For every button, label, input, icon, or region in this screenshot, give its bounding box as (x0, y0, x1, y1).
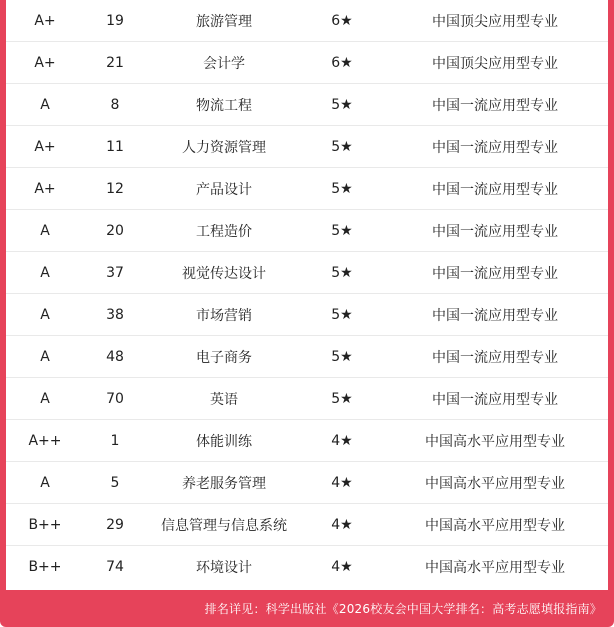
grade-cell: B++ (28, 558, 62, 575)
rank-cell: 38 (84, 294, 146, 336)
rank-cell: 20 (84, 210, 146, 252)
level-cell: 中国高水平应用型专业 (382, 462, 608, 504)
star-rating-cell: 5★ (302, 84, 382, 126)
rank-cell: 37 (84, 252, 146, 294)
rank-cell: 11 (84, 126, 146, 168)
table-row (6, 0, 608, 42)
rank-cell: 48 (84, 336, 146, 378)
star-rating-cell: 4★ (302, 420, 382, 462)
star-rating-cell: 4★ (302, 504, 382, 546)
rank-cell: 8 (84, 84, 146, 126)
rank-cell: 12 (84, 168, 146, 210)
grade-cell: A (6, 252, 84, 294)
table-row (6, 504, 608, 546)
major-cell: 体能训练 (146, 420, 302, 462)
ranking-table-body (6, 0, 608, 587)
major-cell: 电子商务 (146, 336, 302, 378)
major-cell: 人力资源管理 (146, 126, 302, 168)
grade-cell: B++ (6, 504, 84, 546)
level-cell: 中国一流应用型专业 (382, 252, 608, 294)
table-row (6, 546, 608, 588)
grade-cell: A (6, 378, 84, 420)
grade-cell: A (6, 294, 84, 336)
table-row (6, 84, 608, 126)
star-rating-cell: 4★ (302, 462, 382, 504)
star-rating-cell: 4★ (331, 558, 353, 575)
ranking-table-panel (6, 0, 608, 590)
table-row (6, 168, 608, 210)
grade-cell: A (6, 336, 84, 378)
grade-cell: A (6, 462, 84, 504)
table-row (6, 42, 608, 84)
grade-cell: A+ (6, 126, 84, 168)
major-cell: 英语 (146, 378, 302, 420)
major-cell: 养老服务管理 (146, 462, 302, 504)
star-rating-cell: 5★ (302, 252, 382, 294)
rank-cell: 19 (84, 0, 146, 42)
major-cell: 产品设计 (146, 168, 302, 210)
table-row (6, 420, 608, 462)
level-cell: 中国高水平应用型专业 (382, 504, 608, 546)
rank-cell: 1 (84, 420, 146, 462)
star-rating-cell: 5★ (302, 126, 382, 168)
major-cell: 环境设计 (196, 559, 252, 576)
level-cell: 中国一流应用型专业 (382, 210, 608, 252)
ranking-table (6, 0, 608, 587)
star-rating-cell: 6★ (302, 42, 382, 84)
level-cell: 中国顶尖应用型专业 (382, 42, 608, 84)
level-cell: 中国一流应用型专业 (382, 84, 608, 126)
table-row (6, 378, 608, 420)
major-cell: 信息管理与信息系统 (146, 504, 302, 546)
star-rating-cell: 5★ (302, 378, 382, 420)
star-rating-cell: 6★ (302, 0, 382, 42)
major-cell: 会计学 (146, 42, 302, 84)
table-row (6, 252, 608, 294)
star-rating-cell: 5★ (302, 294, 382, 336)
star-rating-cell: 5★ (302, 336, 382, 378)
major-cell: 旅游管理 (146, 0, 302, 42)
rank-cell: 5 (84, 462, 146, 504)
level-cell: 中国顶尖应用型专业 (382, 0, 608, 42)
level-cell: 中国高水平应用型专业 (425, 559, 565, 576)
major-cell: 视觉传达设计 (146, 252, 302, 294)
grade-cell: A (6, 84, 84, 126)
rank-cell: 70 (84, 378, 146, 420)
rank-cell: 74 (106, 558, 124, 575)
rank-cell: 29 (84, 504, 146, 546)
level-cell: 中国一流应用型专业 (382, 168, 608, 210)
star-rating-cell: 5★ (302, 168, 382, 210)
level-cell: 中国一流应用型专业 (382, 378, 608, 420)
major-cell: 物流工程 (146, 84, 302, 126)
source-note: 排名详见：科学出版社《2026校友会中国大学排名：高考志愿填报指南》 (204, 602, 602, 616)
level-cell: 中国一流应用型专业 (382, 126, 608, 168)
table-row (6, 210, 608, 252)
table-row (6, 126, 608, 168)
level-cell: 中国高水平应用型专业 (382, 420, 608, 462)
source-footer (0, 590, 614, 627)
major-cell: 市场营销 (146, 294, 302, 336)
grade-cell: A+ (6, 0, 84, 42)
table-row (6, 336, 608, 378)
grade-cell: A++ (6, 420, 84, 462)
level-cell: 中国一流应用型专业 (382, 336, 608, 378)
rank-cell: 21 (84, 42, 146, 84)
grade-cell: A (6, 210, 84, 252)
grade-cell: A+ (6, 168, 84, 210)
grade-cell: A+ (6, 42, 84, 84)
level-cell: 中国一流应用型专业 (382, 294, 608, 336)
table-row (6, 294, 608, 336)
table-row (6, 462, 608, 504)
star-rating-cell: 5★ (302, 210, 382, 252)
major-cell: 工程造价 (146, 210, 302, 252)
